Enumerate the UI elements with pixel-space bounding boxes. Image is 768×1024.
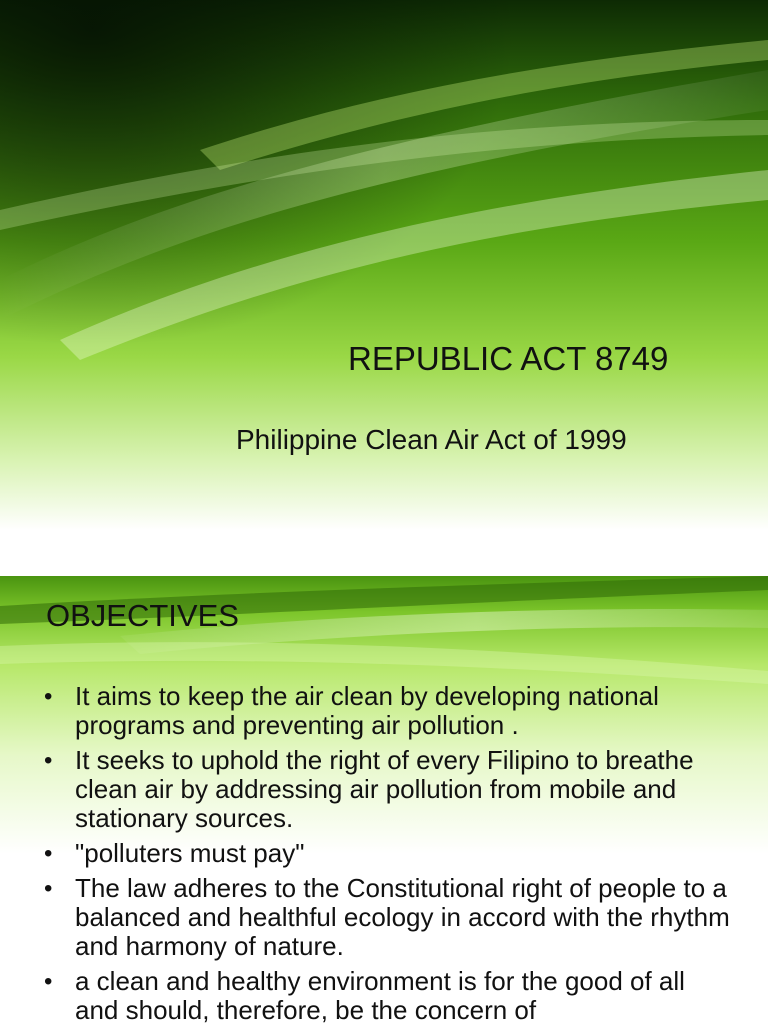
- slide-title: REPUBLIC ACT 8749: [348, 340, 669, 377]
- objectives-slide: [0, 576, 768, 1024]
- bullet-icon: •: [44, 747, 53, 774]
- bullet-icon: •: [44, 968, 53, 995]
- slide-subtitle: Philippine Clean Air Act of 1999: [236, 424, 627, 455]
- objectives-heading: OBJECTIVES: [46, 598, 239, 633]
- objectives-list: [44, 682, 734, 1024]
- objective-text: It seeks to uphold the right of every Filipino to breathe clean air by addressing air pollution from mobile and stationary sources.: [75, 745, 694, 833]
- objective-text: a clean and healthy environment is for the good of all and should, therefore, be the concern of: [75, 966, 685, 1024]
- objective-item: [44, 682, 734, 740]
- bullet-icon: •: [44, 683, 53, 710]
- objective-text: The law adheres to the Constitutional right of people to a balanced and healthful ecology in accord with the rhythm and harmony of nature.: [75, 873, 730, 961]
- objective-item: [44, 746, 734, 833]
- bullet-icon: •: [44, 875, 53, 902]
- objective-item: [44, 874, 734, 961]
- objective-item: [44, 967, 734, 1024]
- objective-text: It aims to keep the air clean by developing national programs and preventing air pollution .: [75, 681, 659, 740]
- bullet-icon: •: [44, 840, 53, 867]
- objective-text: "polluters must pay": [75, 838, 305, 868]
- objective-item: [44, 839, 734, 868]
